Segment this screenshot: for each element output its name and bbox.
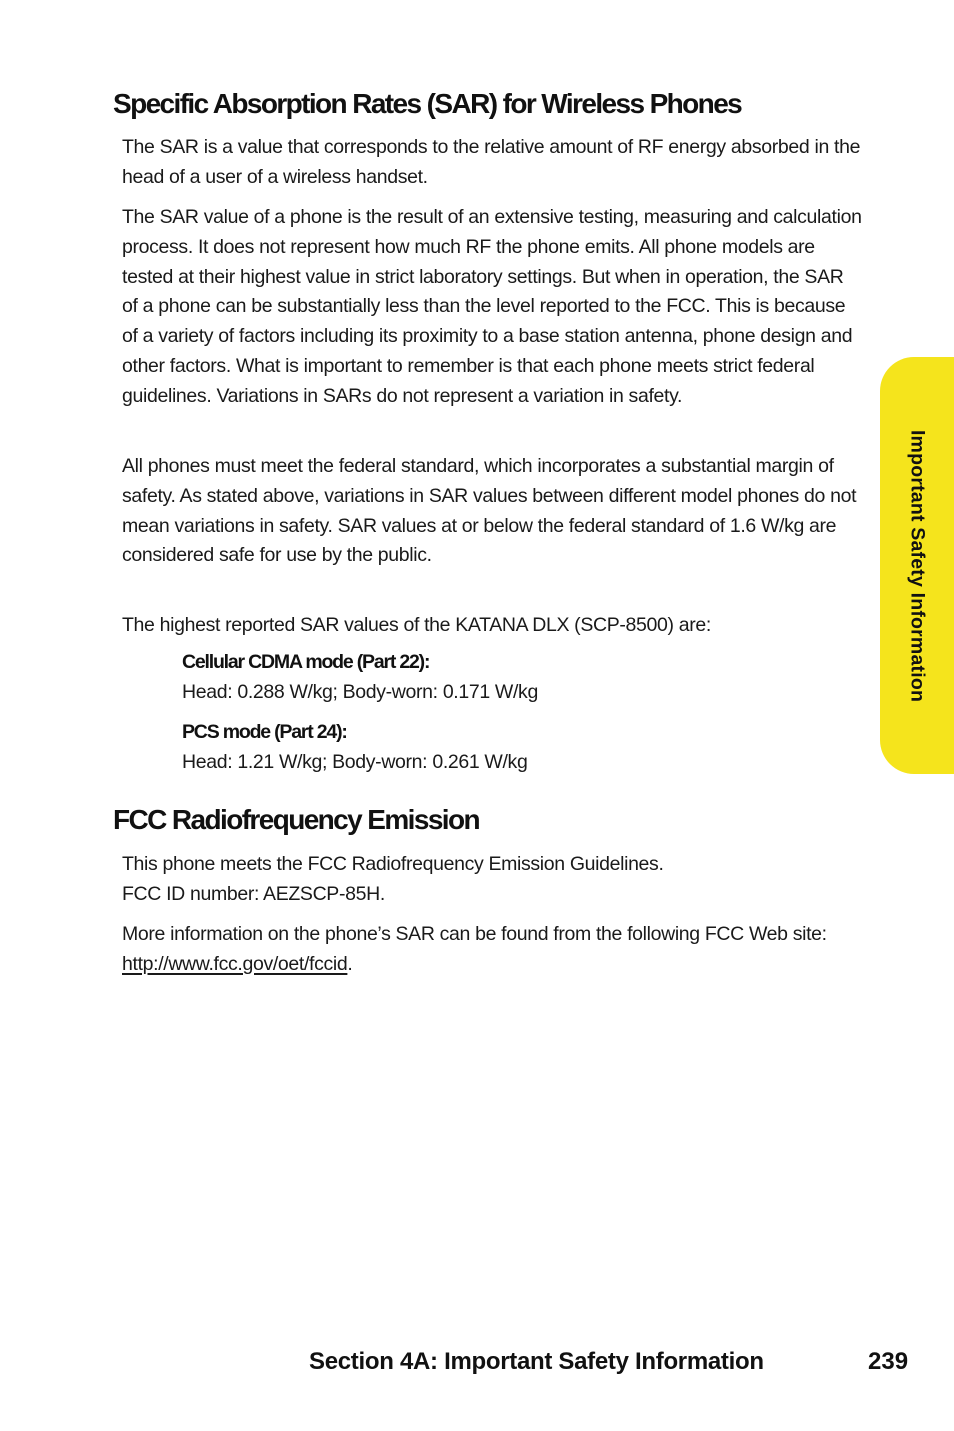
pcs-mode-heading: PCS mode (Part 24): — [182, 721, 347, 743]
cdma-mode-heading: Cellular CDMA mode (Part 22): — [182, 651, 430, 673]
section-side-tab — [880, 357, 954, 774]
sar-paragraph-4: The highest reported SAR values of the KATANA DLX (SCP-8500) are: — [122, 614, 711, 636]
pcs-mode-values: Head: 1.21 W/kg; Body-worn: 0.261 W/kg — [182, 751, 528, 773]
fcc-id-line: FCC ID number: AEZSCP-85H. — [122, 882, 385, 905]
fcc-paragraph-2 — [122, 920, 862, 980]
fcc-paragraph-1 — [122, 850, 862, 910]
cdma-mode-values: Head: 0.288 W/kg; Body-worn: 0.171 W/kg — [182, 681, 538, 703]
sar-paragraph-3: All phones must meet the federal standard, which incorporates a substantial margin of safety. As stated above, variations in SAR values between different model phones do not mean variations in safety. SAR values at or below the federal standard of 1.6 W/kg are considered safe for use by the public. — [122, 455, 857, 567]
fcc-section-title: FCC Radiofrequency Emission — [113, 804, 479, 835]
sar-section-title: Specific Absorption Rates (SAR) for Wireless Phones — [113, 88, 742, 119]
sar-paragraph-1: The SAR is a value that corresponds to the relative amount of RF energy absorbed in the head of a user of a wireless handset. — [122, 136, 861, 188]
fcc-guidelines-line: This phone meets the FCC Radiofrequency Emission Guidelines. — [122, 853, 664, 875]
more-info-period: . — [347, 952, 353, 975]
fcc-website-link[interactable]: http://www.fcc.gov/oet/fccid — [122, 952, 348, 975]
footer-section-label: Section 4A: Important Safety Information — [309, 1348, 764, 1375]
page-number: 239 — [868, 1348, 909, 1375]
sar-paragraph-2: The SAR value of a phone is the result of an extensive testing, measuring and calculation process. It does not represent how much RF the phone emits. All phone models are tested at their highest value in strict laboratory settings. But when in operation, the SAR of a phone can be substantially less than the level reported to the FCC. This is because of a variety of factors including its proximity to a base station antenna, phone design and other factors. What is important to remember is that each phone meets strict federal guidelines. Variations in SARs do not represent a variation in safety. — [122, 206, 862, 407]
more-info-text: More information on the phone’s SAR can be found from the following FCC Web site: — [122, 923, 827, 945]
side-tab-label: Important Safety Information — [906, 429, 929, 702]
